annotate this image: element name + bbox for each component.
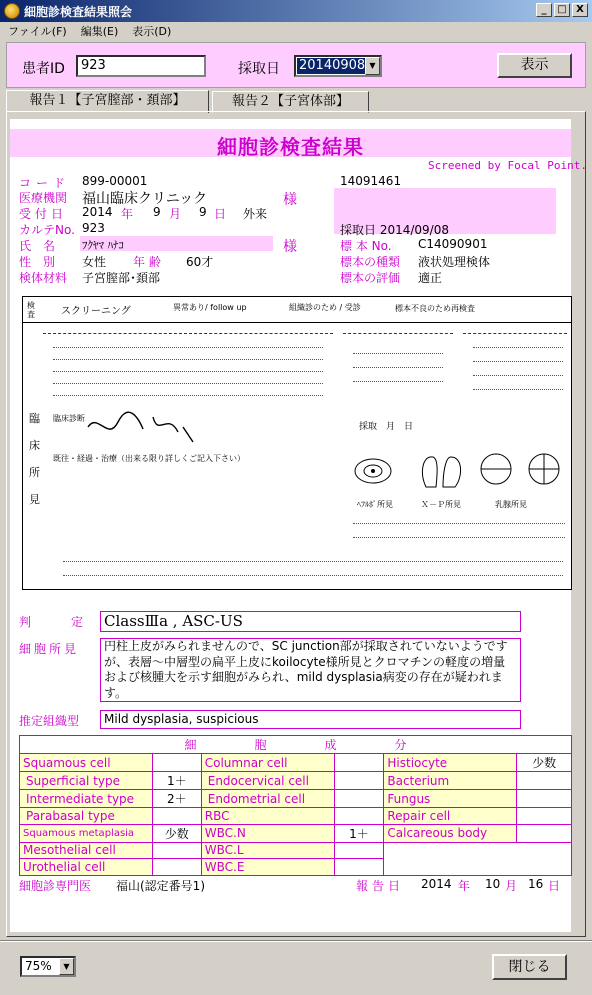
sex-value: 女性 — [82, 255, 107, 269]
cell-name: Squamous cell — [20, 754, 153, 772]
eval-label: 標本の評価 — [340, 271, 401, 285]
sama-2: 様 — [283, 239, 297, 255]
cell-value — [334, 754, 384, 772]
received-year: 2014 — [82, 205, 113, 219]
received-label: 受付日 — [19, 207, 68, 221]
cell-value — [334, 859, 384, 876]
report-day: 16 — [528, 877, 544, 891]
collect-date: 採取日 2014/09/08 — [340, 223, 449, 237]
cell-name: Endometrial cell — [201, 790, 334, 808]
cell-value — [517, 790, 572, 808]
day-unit: 日 — [214, 207, 227, 221]
material-value: 子宮膣部･頚部 — [82, 271, 161, 285]
form-corner-mark: 検 査 — [27, 301, 35, 319]
cell-name: Squamous metaplasia — [20, 824, 153, 842]
received-day: 9 — [199, 205, 207, 219]
specimen-type-label: 標本の種類 — [340, 255, 401, 269]
cell-name: Repair cell — [384, 808, 517, 825]
doctor-value: 福山(認定番号1) — [116, 879, 205, 893]
form-block-right — [463, 333, 567, 413]
date-select[interactable] — [294, 55, 382, 77]
table-row — [20, 808, 572, 825]
cell-value — [152, 754, 201, 772]
window-title: 細胞診検査結果照会 — [24, 4, 133, 19]
code-right: 14091461 — [340, 174, 402, 188]
name-label: 氏 名 — [19, 239, 56, 253]
table-row — [20, 842, 572, 859]
report-day-unit: 日 — [548, 879, 561, 893]
cell-name: Urothelial cell — [20, 859, 153, 876]
empty-cell — [384, 842, 572, 875]
specimen-type-value: 液状処理検体 — [418, 255, 491, 269]
table-row — [20, 824, 572, 842]
screened-by: Screened by Focal Point. — [428, 159, 587, 172]
facility-value: 福山臨床クリニック — [82, 191, 208, 207]
bottom-divider-light — [0, 941, 592, 942]
cell-value — [152, 859, 201, 876]
estimated-label: 推定組織型 — [19, 714, 80, 728]
maximize-button[interactable]: □ — [554, 3, 570, 17]
cell-name: Fungus — [384, 790, 517, 808]
clinical-diagnosis-note: 臨床診断 — [53, 414, 85, 423]
judgment-label: 判 定 — [19, 615, 98, 629]
year-unit: 年 — [121, 207, 134, 221]
cell-name: Columnar cell — [201, 754, 334, 772]
cell-name: Calcareous body — [384, 824, 517, 842]
form-block-mid — [343, 333, 453, 413]
material-label: 検体材料 — [19, 271, 68, 285]
name-value: ﾌｸﾔﾏ ﾊﾅｺ — [82, 239, 124, 252]
cell-value — [517, 824, 572, 842]
karte-label: カルテNo. — [19, 223, 75, 237]
eval-value: 適正 — [418, 271, 443, 285]
cell-components-table — [19, 735, 572, 876]
age-value: 60才 — [186, 255, 214, 269]
collect-note: 採取 月 日 — [359, 422, 414, 432]
cell-header: 細 胞 成 分 — [20, 736, 572, 754]
form-item-4: 標本不良のため再検査 — [395, 304, 475, 313]
cell-value: 1＋ — [152, 772, 201, 790]
tab-report2[interactable]: 報告２【子宮体部】 — [212, 91, 369, 113]
title-bar — [0, 0, 592, 22]
cell-value — [152, 808, 201, 825]
date-label: 採取日 — [238, 61, 280, 77]
patient-id-label: 患者ID — [22, 61, 65, 77]
diagram-label-2: Ｘ－Ｐ所見 — [421, 500, 461, 509]
age-label: 年 齢 — [133, 255, 161, 269]
diagram-label-1: ﾍﾌﾙﾎﾟ所見 — [357, 500, 393, 509]
received-month: 9 — [153, 205, 161, 219]
table-row — [20, 772, 572, 790]
form-item-1: スクリーニング — [61, 306, 131, 317]
cell-value: 少数 — [517, 754, 572, 772]
cell-header-row — [20, 736, 572, 754]
specimen-no-label: 標 本 No. — [340, 239, 392, 253]
show-button[interactable]: 表示 — [497, 53, 572, 78]
close-button[interactable]: 閉じる — [492, 954, 567, 980]
cell-name: WBC.E — [201, 859, 334, 876]
cell-name: RBC — [201, 808, 334, 825]
chevron-down-icon[interactable]: ▼ — [365, 57, 380, 75]
cell-value: 少数 — [152, 824, 201, 842]
code-label: コード — [19, 176, 71, 190]
report-month: 10 — [485, 877, 501, 891]
minimize-button[interactable]: _ — [536, 3, 552, 17]
cell-name: Superficial type — [20, 772, 153, 790]
cell-value — [517, 772, 572, 790]
cell-name: Intermediate type — [20, 790, 153, 808]
specimen-no-value: C14090901 — [418, 237, 488, 251]
report-year: 2014 — [421, 877, 452, 891]
date-value: 20140908 — [299, 58, 366, 73]
chevron-down-icon[interactable]: ▼ — [59, 958, 74, 975]
report-date-label: 報告日 — [356, 879, 405, 893]
clinical-findings-side-label: 臨 床 所 見 — [29, 412, 40, 506]
zoom-value: 75% — [25, 959, 52, 973]
procedure-note: 既往・経過・治療（出来る限り詳しくご記入下さい） — [53, 454, 245, 463]
cell-value — [517, 808, 572, 825]
cell-value — [334, 842, 384, 859]
scanned-request-form — [22, 296, 572, 590]
cell-name: WBC.L — [201, 842, 334, 859]
sex-label: 性 別 — [19, 255, 56, 269]
month-unit: 月 — [169, 207, 182, 221]
app-icon — [4, 3, 20, 19]
sama-1: 様 — [283, 192, 297, 208]
findings-label: 細胞所見 — [19, 642, 80, 656]
form-item-2: 異常あり/ follow up — [173, 303, 247, 312]
table-row — [20, 754, 572, 772]
close-window-button[interactable]: X — [572, 3, 588, 17]
anatomical-diagrams — [351, 447, 566, 507]
table-row — [20, 790, 572, 808]
cell-name: WBC.N — [201, 824, 334, 842]
cell-name: Mesothelial cell — [20, 842, 153, 859]
report-year-unit: 年 — [458, 879, 471, 893]
doctor-label: 細胞診専門医 — [19, 879, 92, 893]
cell-name: Parabasal type — [20, 808, 153, 825]
diagram-label-3: 乳腺所見 — [495, 500, 527, 509]
cell-name: Bacterium — [384, 772, 517, 790]
findings-value: 円柱上皮がみられませんので、SC junction部が採取されていないようですが、表層～中層型の扁平上皮にkoilocyte様所見とクロマチンの軽度の増量および核腫大を示す細胞がみられ、mild dysplasia病変の存在が疑われます。 — [100, 638, 521, 702]
karte-value: 923 — [82, 221, 105, 235]
patient-id-input[interactable]: 923 — [76, 55, 206, 77]
form-block-left — [43, 333, 333, 413]
tab-report1[interactable]: 報告１【子宮膣部・頚部】 — [6, 90, 209, 113]
cell-value — [152, 842, 201, 859]
cell-value — [334, 772, 384, 790]
menu-view[interactable]: 表示(D) — [132, 25, 172, 38]
menu-bar — [0, 22, 592, 40]
cell-value — [334, 808, 384, 825]
estimated-value: Mild dysplasia, suspicious — [100, 710, 521, 729]
cell-name: Endocervical cell — [201, 772, 334, 790]
cell-value: 1＋ — [334, 824, 384, 842]
form-item-3: 組織診のため / 受診 — [289, 303, 361, 312]
report-title: 細胞診検査結果 — [217, 135, 364, 159]
received-type: 外来 — [243, 207, 268, 221]
zoom-select[interactable] — [20, 956, 76, 977]
cell-name: Histiocyte — [384, 754, 517, 772]
cell-value: 2＋ — [152, 790, 201, 808]
handwriting-signature — [83, 407, 203, 447]
menu-file[interactable]: ファイル(F) — [8, 25, 67, 38]
code-value: 899-00001 — [82, 174, 148, 188]
report-month-unit: 月 — [505, 879, 518, 893]
cell-value — [334, 790, 384, 808]
menu-edit[interactable]: 編集(E) — [80, 25, 119, 38]
facility-label: 医療機関 — [19, 191, 68, 205]
judgment-value: ClassⅢa , ASC-US — [100, 611, 521, 632]
